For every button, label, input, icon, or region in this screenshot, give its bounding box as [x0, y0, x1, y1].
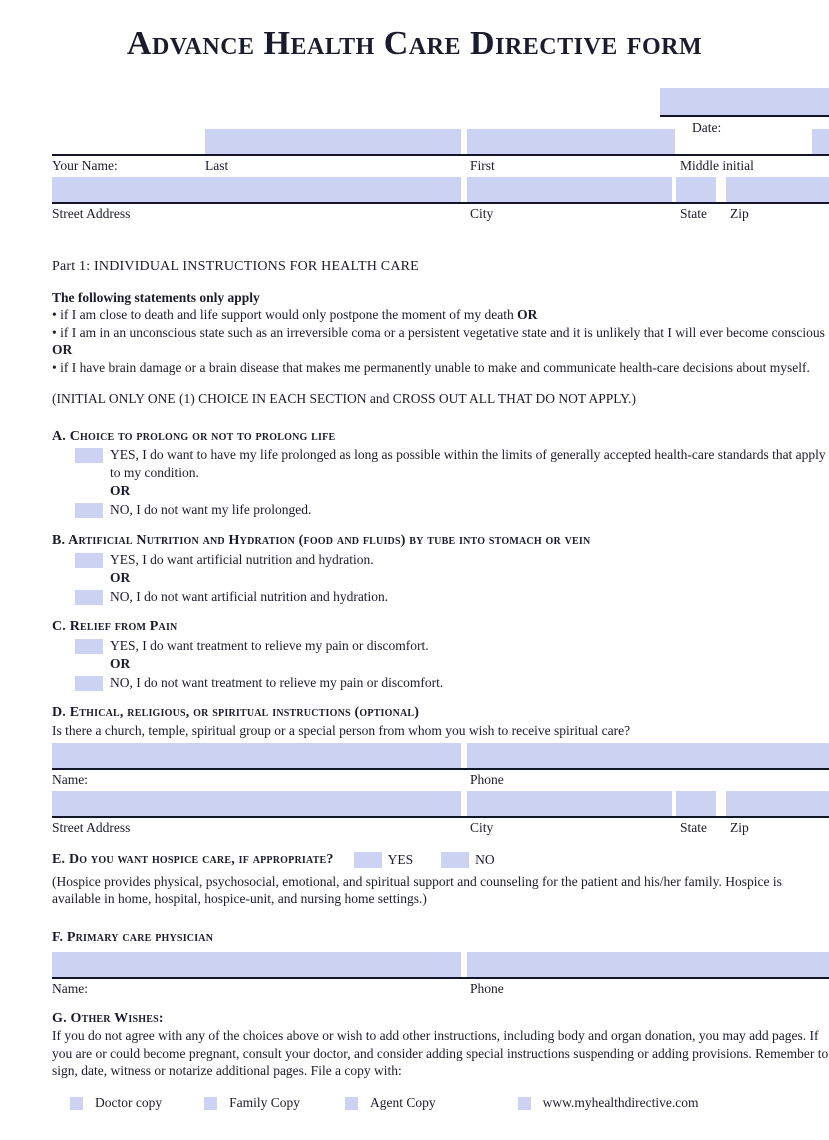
- section-f-name-label: Name:: [52, 980, 88, 996]
- section-a-yes-text: YES, I do want to have my life prolonged as long as possible within the limits of generally accepted health-care standards that apply to my condition.: [110, 447, 826, 480]
- doctor-copy-checkbox[interactable]: [70, 1097, 83, 1110]
- section-a-no-text: NO, I do not want my life prolonged.: [110, 501, 312, 517]
- section-b-heading: B. Artificial Nutrition and Hydration (food and fluids) by tube into stomach or vein: [52, 533, 591, 549]
- section-a-yes-option: [52, 446, 829, 481]
- section-g: [52, 1010, 829, 1111]
- section-b-yes-option: [52, 551, 829, 569]
- section-c-no-option: [52, 674, 829, 692]
- agent-copy-label: Agent Copy: [370, 1095, 436, 1111]
- zip-label: Zip: [730, 205, 749, 221]
- section-c-yes-option: [52, 637, 829, 655]
- section-f-labels: [52, 979, 829, 1000]
- bullet-2-text: if I am in an unconscious state such as an irreversible coma or a persistent vegetative state and it is unlikely that I will ever become conscious: [60, 324, 825, 340]
- section-c-yes-text: YES, I do want treatment to relieve my pain or discomfort.: [110, 637, 429, 653]
- website-copy-label: www.myhealthdirective.com: [542, 1095, 699, 1111]
- section-d-zip-label: Zip: [730, 820, 749, 836]
- section-f-phone-label: Phone: [470, 980, 504, 996]
- section-c-no-initial-box[interactable]: [75, 676, 103, 691]
- section-b-yes-text: YES, I do want artificial nutrition and hydration.: [110, 551, 374, 567]
- part1-bullet-2: [52, 324, 829, 359]
- page-title: Advance Health Care Directive form: [126, 25, 703, 62]
- section-d-name-label: Name:: [52, 772, 88, 788]
- copy-item-agent: [345, 1095, 436, 1111]
- doctor-copy-label: Doctor copy: [95, 1095, 163, 1111]
- section-d-address-row: [52, 791, 829, 818]
- section-d-heading: D. Ethical, religious, or spiritual instructions (optional): [52, 705, 420, 721]
- address-fields-group: [52, 177, 829, 225]
- section-d-state-label: State: [680, 820, 707, 836]
- agent-copy-checkbox[interactable]: [345, 1097, 358, 1110]
- section-b-no-initial-box[interactable]: [75, 590, 103, 605]
- spiritual-street-address-input[interactable]: [52, 791, 461, 816]
- section-d-name-phone-row: [52, 743, 829, 770]
- section-d-phone-label: Phone: [470, 772, 504, 788]
- section-e-heading: E. Do you want hospice care, if appropriate?: [52, 852, 334, 868]
- file-copy-options: [52, 1095, 829, 1111]
- address-fields-row: [52, 177, 829, 204]
- spiritual-state-input[interactable]: [676, 791, 716, 816]
- part1-bullet-1: [52, 306, 829, 324]
- spiritual-contact-phone-input[interactable]: [467, 743, 829, 768]
- last-label: Last: [205, 157, 229, 173]
- section-a-no-initial-box[interactable]: [75, 503, 103, 518]
- section-b: [52, 532, 829, 605]
- spiritual-zip-input[interactable]: [726, 791, 829, 816]
- first-name-input[interactable]: [467, 129, 675, 154]
- physician-phone-input[interactable]: [467, 952, 829, 977]
- section-c-or: OR: [110, 656, 131, 672]
- section-a-no-option: [52, 501, 829, 519]
- family-copy-checkbox[interactable]: [204, 1097, 217, 1110]
- street-address-input[interactable]: [52, 177, 461, 202]
- hospice-note: (Hospice provides physical, psychosocial, emotional, and spiritual support and counseling for the patient and his/her family. Hospice is available in home, hospital, hospice-unit, and nursing home settings.): [52, 873, 782, 907]
- city-input[interactable]: [467, 177, 672, 202]
- section-b-no-option: [52, 588, 829, 606]
- copy-item-doctor: [70, 1095, 162, 1111]
- section-c-yes-initial-box[interactable]: [75, 639, 103, 654]
- name-labels-row: [52, 156, 829, 177]
- section-g-paragraph: If you do not agree with any of the choices above or wish to add other instructions, including body and organ donation, you may add pages. If you are or could become pregnant, consult your doctor, and consider adding special instructions suspending or adding provisions. Remember to sign, date, witness or notarize additional pages. File a copy with:: [52, 1028, 829, 1078]
- section-f-name-phone-row: [52, 952, 829, 979]
- section-d: [52, 704, 829, 839]
- last-name-input[interactable]: [205, 129, 461, 154]
- website-copy-checkbox[interactable]: [518, 1097, 531, 1110]
- section-a-or: OR: [110, 483, 131, 499]
- section-b-yes-initial-box[interactable]: [75, 553, 103, 568]
- middle-initial-label: Middle initial: [680, 157, 754, 173]
- section-d-address-labels: [52, 818, 829, 839]
- copy-item-website: [518, 1095, 699, 1111]
- street-address-label: Street Address: [52, 205, 131, 221]
- bullet-1-or: OR: [517, 307, 538, 323]
- hospice-yes-label: YES: [387, 852, 414, 868]
- section-f-heading: F. Primary care physician: [52, 930, 214, 946]
- section-c-no-text: NO, I do not want treatment to relieve my pain or discomfort.: [110, 674, 444, 690]
- state-label: State: [680, 205, 707, 221]
- section-d-name-phone-labels: [52, 770, 829, 791]
- section-g-heading: G. Other Wishes:: [52, 1010, 164, 1026]
- copy-item-family: [204, 1095, 300, 1111]
- family-copy-label: Family Copy: [229, 1095, 300, 1111]
- part1-bullet-3: [52, 359, 829, 377]
- hospice-no-box[interactable]: [441, 852, 469, 868]
- hospice-no-label: NO: [475, 852, 495, 868]
- part1-heading: Part 1: INDIVIDUAL INSTRUCTIONS FOR HEALTH CARE: [52, 258, 419, 274]
- zip-input[interactable]: [726, 177, 829, 202]
- section-e-heading-row: [52, 851, 829, 869]
- section-a-yes-initial-box[interactable]: [75, 448, 103, 463]
- spiritual-contact-name-input[interactable]: [52, 743, 461, 768]
- hospice-yes-box[interactable]: [354, 852, 382, 868]
- date-label: Date:: [692, 120, 722, 135]
- physician-name-input[interactable]: [52, 952, 461, 977]
- section-d-question: Is there a church, temple, spiritual group or a special person from whom you wish to receive spiritual care?: [52, 722, 631, 738]
- part1-intro: The following statements only apply: [52, 289, 260, 305]
- first-label: First: [470, 157, 495, 173]
- initial-instructions-note: (INITIAL ONLY ONE (1) CHOICE IN EACH SECTION and CROSS OUT ALL THAT DO NOT APPLY.): [52, 391, 637, 407]
- city-label: City: [470, 205, 494, 221]
- bullet-2-or: OR: [52, 342, 73, 358]
- date-block: [660, 88, 829, 136]
- section-b-or: OR: [110, 570, 131, 586]
- your-name-label: Your Name:: [52, 157, 118, 173]
- section-a-heading: A. Choice to prolong or not to prolong life: [52, 428, 336, 444]
- section-c-heading: C. Relief from Pain: [52, 619, 178, 635]
- section-b-no-text: NO, I do not want artificial nutrition and hydration.: [110, 588, 389, 604]
- spiritual-city-input[interactable]: [467, 791, 672, 816]
- section-e: [52, 851, 829, 907]
- state-input[interactable]: [676, 177, 716, 202]
- address-labels-row: [52, 204, 829, 225]
- section-f: [52, 929, 829, 1000]
- bullet-1-text: if I am close to death and life support would only postpone the moment of my death: [60, 307, 514, 323]
- date-input[interactable]: [660, 88, 829, 115]
- section-a: [52, 428, 829, 519]
- section-c: [52, 618, 829, 691]
- section-d-street-label: Street Address: [52, 820, 131, 836]
- section-d-city-label: City: [470, 820, 494, 836]
- bullet-3-text: if I have brain damage or a brain disease that makes me permanently unable to make and communicate health-care decisions about myself.: [60, 359, 810, 375]
